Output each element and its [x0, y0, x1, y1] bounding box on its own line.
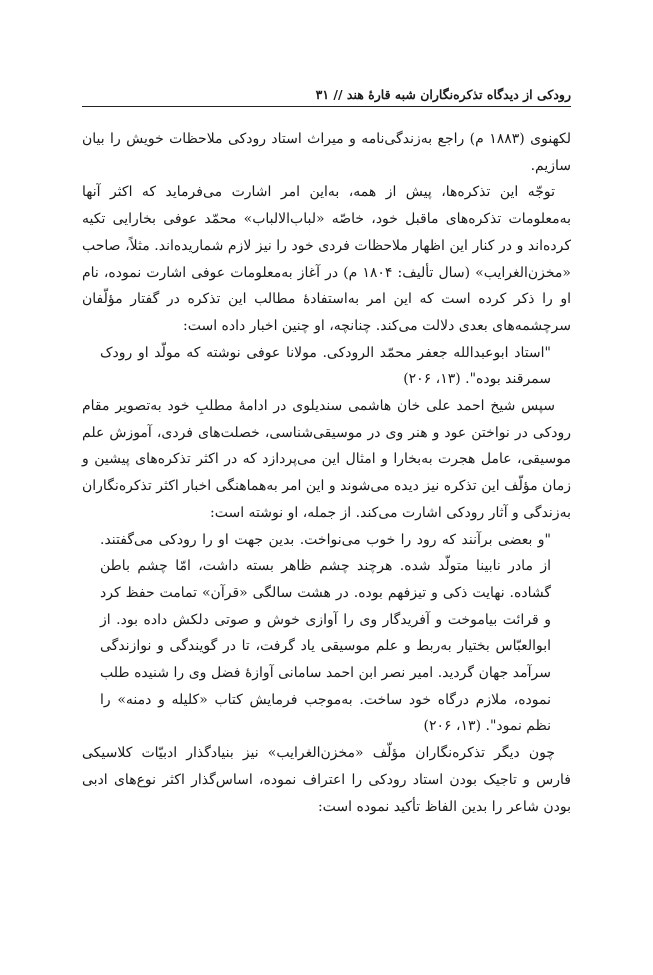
body-text: [82, 126, 571, 820]
block-quote-1: "استاد ابوعبدالله جعفر محمّد الرودکی. مولانا عوفی نوشته که مولّد او رودک سمرقند بوده". (۱۳، ۲۰۶): [100, 344, 551, 388]
paragraph-1: لکهنوی (۱۸۸۳ م) راجع به‌زندگی‌نامه و میراث استاد رودکی ملاحظات خویش را بیان سازیم.: [82, 131, 571, 174]
paragraph-3: سپس شیخ احمد علی خان هاشمی سندیلوی در ادامهٔ مطلبِ خود به‌تصویر مقام رودکی در نواختن عود و هنر وی در موسیقی‌شناسی، خصلت‌های فردی، آموزش علم موسیقی، عامل هجرت به‌بخارا و امثال این می‌پردازد که در اکثر تذکره‌های پیشین و زمان مؤلّف این تذکره نیز دیده می‌شوند و این امر به‌هماهنگی اخبار اکثر تذکره‌نگاران به‌زندگی و آثار رودکی اشارت می‌کند. از جمله، او نوشته است:: [82, 398, 571, 521]
block-quote-2: "و بعضی برآنند که رود را خوب می‌نواخت. بدین جهت او را رودکی می‌گفتند. از مادر نابینا متولّد شده. هرچند چشم ظاهر بسته داشت، امّا چشم باطن گشاده. نهایت ذکی و تیزفهم بوده. در هشت سالگی «قرآن» تمامت حفظ کرد و قرائت بیاموخت و آفریدگار وی را آوازی خوش و صوتی دلکش داده بود. از ابوالعبّاس بختیار به‌ربط و علم موسیقی یاد گرفت، تا در گویندگی و نوازندگی سرآمد جهان گردید. امیر نصر ابن احمد سامانی آوازهٔ فضل وی را شنیده طلب نموده، ملازم درگاه خود ساخت. به‌موجب فرمایش کتاب «کلیله و دمنه» را نظم نمود". (۱۳، ۲۰۶): [100, 531, 551, 735]
header-rule: [82, 106, 571, 107]
running-title: رودکی از دیدگاه تذکره‌نگاران شبه قارهٔ هند // ۳۱: [315, 87, 571, 102]
paragraph-4: چون دیگر تذکره‌نگاران مؤلّف «مخزن‌الغرایب» نیز بنیادگذار ادبیّات کلاسیکی فارس و تاجیک بودن استاد رودکی را اعتراف نموده، اساس‌گذار اکثر نوع‌های ادبی بودن شاعر را بدین الفاظ تأکید نموده است:: [82, 745, 571, 815]
paragraph-2: توجّه این تذکره‌ها، پیش از همه، به‌این امر اشارت می‌فرماید که اکثر آنها به‌معلومات تذکره‌های ماقبل خود، خاصّه «لباب‌الالباب» محمّد عوفی بخارایی تکیه کرده‌اند و در کنار این اظهار ملاحظات فردی خود را نیز لازم شماریده‌اند. مثلاً، صاحب «مخزن‌الغرایب» (سال تألیف: ۱۸۰۴ م) در آغاز به‌معلومات عوفی اشارت نموده، نام او را ذکر کرده است که این امر به‌استفادهٔ مطالب این تذکره در گفتار مؤلّفان سرچشمه‌های بعدی دلالت می‌کند. چنانچه، او چنین اخبار داده است:: [82, 184, 571, 334]
running-header: [82, 80, 571, 102]
